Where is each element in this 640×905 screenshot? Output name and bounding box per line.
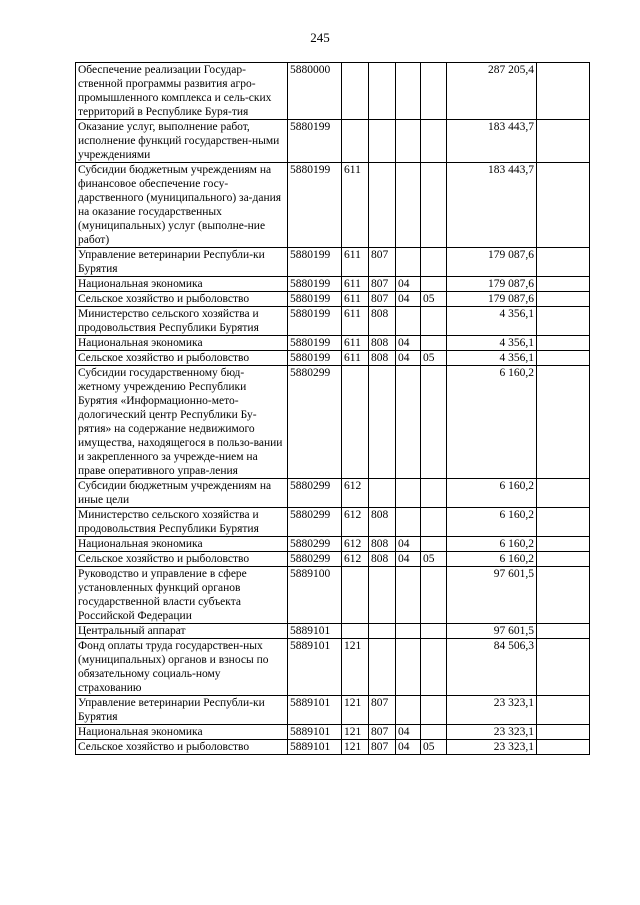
item-name-cell: Национальная экономика — [76, 537, 288, 552]
budget-table-body — [76, 63, 590, 755]
section-cell: 04 — [396, 292, 421, 307]
item-name-cell: Субсидии государственному бюд-жетному учреждению Республики Бурятия «Информационно-мето-дологический центр Республики Бу-рятия» на содержание недвижимого имущества, находящегося в пользо-вании и закрепленного за учрежде-нием на праве оперативного управ-ления — [76, 366, 288, 479]
expense-type-cell — [342, 63, 369, 120]
extra-cell — [537, 277, 590, 292]
extra-cell — [537, 479, 590, 508]
subsection-cell — [421, 537, 447, 552]
amount-cell: 179 087,6 — [447, 277, 537, 292]
item-name-cell: Национальная экономика — [76, 277, 288, 292]
extra-cell — [537, 120, 590, 163]
extra-cell — [537, 163, 590, 248]
target-article-cell: 5889101 — [288, 740, 342, 755]
amount-cell: 6 160,2 — [447, 508, 537, 537]
amount-cell: 6 160,2 — [447, 552, 537, 567]
section-cell: 04 — [396, 537, 421, 552]
amount-cell: 4 356,1 — [447, 307, 537, 336]
extra-cell — [537, 292, 590, 307]
ministry-code-cell: 807 — [369, 248, 396, 277]
expense-type-cell: 121 — [342, 696, 369, 725]
section-cell — [396, 508, 421, 537]
item-name-cell: Национальная экономика — [76, 336, 288, 351]
ministry-code-cell: 808 — [369, 336, 396, 351]
target-article-cell: 5880199 — [288, 336, 342, 351]
expense-type-cell — [342, 120, 369, 163]
target-article-cell: 5880199 — [288, 292, 342, 307]
amount-cell: 6 160,2 — [447, 479, 537, 508]
amount-cell: 179 087,6 — [447, 292, 537, 307]
table-row — [76, 63, 590, 120]
subsection-cell — [421, 696, 447, 725]
subsection-cell — [421, 163, 447, 248]
expense-type-cell — [342, 567, 369, 624]
table-row — [76, 552, 590, 567]
extra-cell — [537, 624, 590, 639]
target-article-cell: 5880299 — [288, 479, 342, 508]
target-article-cell: 5889101 — [288, 639, 342, 696]
amount-cell: 97 601,5 — [447, 624, 537, 639]
extra-cell — [537, 366, 590, 479]
subsection-cell — [421, 479, 447, 508]
section-cell — [396, 307, 421, 336]
expense-type-cell — [342, 366, 369, 479]
section-cell: 04 — [396, 552, 421, 567]
table-row — [76, 351, 590, 366]
subsection-cell — [421, 639, 447, 696]
expense-type-cell: 611 — [342, 336, 369, 351]
ministry-code-cell — [369, 567, 396, 624]
extra-cell — [537, 508, 590, 537]
item-name-cell: Руководство и управление в сфере установленных функций органов государственной власти субъекта Российской Федерации — [76, 567, 288, 624]
expense-type-cell: 612 — [342, 479, 369, 508]
section-cell: 04 — [396, 277, 421, 292]
extra-cell — [537, 537, 590, 552]
section-cell — [396, 479, 421, 508]
amount-cell: 179 087,6 — [447, 248, 537, 277]
target-article-cell: 5880199 — [288, 120, 342, 163]
ministry-code-cell — [369, 63, 396, 120]
amount-cell: 23 323,1 — [447, 696, 537, 725]
item-name-cell: Управление ветеринарии Республи-ки Бурятия — [76, 248, 288, 277]
ministry-code-cell: 808 — [369, 537, 396, 552]
table-row — [76, 537, 590, 552]
amount-cell: 6 160,2 — [447, 537, 537, 552]
target-article-cell: 5889101 — [288, 696, 342, 725]
subsection-cell — [421, 307, 447, 336]
target-article-cell: 5880299 — [288, 537, 342, 552]
amount-cell: 183 443,7 — [447, 120, 537, 163]
item-name-cell: Национальная экономика — [76, 725, 288, 740]
section-cell: 04 — [396, 740, 421, 755]
expense-type-cell: 611 — [342, 163, 369, 248]
expense-type-cell: 611 — [342, 277, 369, 292]
subsection-cell — [421, 120, 447, 163]
table-row — [76, 336, 590, 351]
subsection-cell — [421, 277, 447, 292]
amount-cell: 4 356,1 — [447, 351, 537, 366]
table-row — [76, 508, 590, 537]
extra-cell — [537, 351, 590, 366]
table-row — [76, 163, 590, 248]
section-cell — [396, 567, 421, 624]
table-row — [76, 292, 590, 307]
item-name-cell: Субсидии бюджетным учреждениям на финансовое обеспечение госу-дарственного (муниципального) за-дания на оказание государственных (муниципальных) услуг (выполне-ние работ) — [76, 163, 288, 248]
amount-cell: 97 601,5 — [447, 567, 537, 624]
target-article-cell: 5880299 — [288, 508, 342, 537]
extra-cell — [537, 725, 590, 740]
amount-cell: 23 323,1 — [447, 740, 537, 755]
subsection-cell: 05 — [421, 351, 447, 366]
extra-cell — [537, 552, 590, 567]
expense-type-cell: 121 — [342, 740, 369, 755]
table-row — [76, 725, 590, 740]
section-cell: 04 — [396, 725, 421, 740]
item-name-cell: Оказание услуг, выполнение работ, исполнение функций государствен-ными учреждениями — [76, 120, 288, 163]
amount-cell: 23 323,1 — [447, 725, 537, 740]
section-cell — [396, 63, 421, 120]
expense-type-cell: 611 — [342, 248, 369, 277]
subsection-cell — [421, 336, 447, 351]
subsection-cell — [421, 725, 447, 740]
ministry-code-cell: 808 — [369, 552, 396, 567]
target-article-cell: 5880299 — [288, 366, 342, 479]
amount-cell: 4 356,1 — [447, 336, 537, 351]
item-name-cell: Фонд оплаты труда государствен-ных (муниципальных) органов и взносы по обязательному социаль-ному страхованию — [76, 639, 288, 696]
expense-type-cell: 611 — [342, 307, 369, 336]
item-name-cell: Министерство сельского хозяйства и продовольствия Республики Бурятия — [76, 508, 288, 537]
table-row — [76, 248, 590, 277]
item-name-cell: Сельское хозяйство и рыболовство — [76, 740, 288, 755]
amount-cell: 287 205,4 — [447, 63, 537, 120]
expense-type-cell: 121 — [342, 725, 369, 740]
ministry-code-cell: 807 — [369, 277, 396, 292]
page-number: 245 — [310, 30, 330, 45]
table-row — [76, 479, 590, 508]
expense-type-cell: 612 — [342, 552, 369, 567]
section-cell — [396, 624, 421, 639]
target-article-cell: 5880199 — [288, 277, 342, 292]
target-article-cell: 5880199 — [288, 248, 342, 277]
item-name-cell: Сельское хозяйство и рыболовство — [76, 351, 288, 366]
amount-cell: 183 443,7 — [447, 163, 537, 248]
section-cell — [396, 248, 421, 277]
extra-cell — [537, 336, 590, 351]
item-name-cell: Субсидии бюджетным учреждениям на иные цели — [76, 479, 288, 508]
subsection-cell: 05 — [421, 740, 447, 755]
amount-cell: 6 160,2 — [447, 366, 537, 479]
expense-type-cell — [342, 624, 369, 639]
section-cell — [396, 163, 421, 248]
table-row — [76, 307, 590, 336]
subsection-cell — [421, 624, 447, 639]
section-cell — [396, 366, 421, 479]
extra-cell — [537, 696, 590, 725]
subsection-cell: 05 — [421, 292, 447, 307]
extra-cell — [537, 63, 590, 120]
expense-type-cell: 612 — [342, 537, 369, 552]
table-row — [76, 696, 590, 725]
subsection-cell — [421, 248, 447, 277]
target-article-cell: 5889100 — [288, 567, 342, 624]
ministry-code-cell: 808 — [369, 351, 396, 366]
section-cell: 04 — [396, 351, 421, 366]
expense-type-cell: 611 — [342, 351, 369, 366]
extra-cell — [537, 307, 590, 336]
ministry-code-cell: 807 — [369, 292, 396, 307]
table-row — [76, 567, 590, 624]
target-article-cell: 5880199 — [288, 307, 342, 336]
target-article-cell: 5880199 — [288, 351, 342, 366]
ministry-code-cell — [369, 163, 396, 248]
target-article-cell: 5889101 — [288, 725, 342, 740]
extra-cell — [537, 740, 590, 755]
table-row — [76, 366, 590, 479]
ministry-code-cell: 808 — [369, 307, 396, 336]
section-cell — [396, 120, 421, 163]
ministry-code-cell: 808 — [369, 508, 396, 537]
section-cell — [396, 696, 421, 725]
item-name-cell: Сельское хозяйство и рыболовство — [76, 552, 288, 567]
ministry-code-cell — [369, 639, 396, 696]
ministry-code-cell — [369, 366, 396, 479]
item-name-cell: Обеспечение реализации Государ-ственной программы развития агро-промышленного комплекса и сель-ских территорий в Республике Буря-тия — [76, 63, 288, 120]
ministry-code-cell — [369, 624, 396, 639]
subsection-cell — [421, 508, 447, 537]
ministry-code-cell: 807 — [369, 696, 396, 725]
item-name-cell: Управление ветеринарии Республи-ки Бурятия — [76, 696, 288, 725]
table-row — [76, 277, 590, 292]
extra-cell — [537, 567, 590, 624]
target-article-cell: 5880299 — [288, 552, 342, 567]
ministry-code-cell — [369, 120, 396, 163]
subsection-cell — [421, 567, 447, 624]
table-row — [76, 740, 590, 755]
item-name-cell: Центральный аппарат — [76, 624, 288, 639]
section-cell — [396, 639, 421, 696]
section-cell: 04 — [396, 336, 421, 351]
table-row — [76, 639, 590, 696]
table-row — [76, 120, 590, 163]
extra-cell — [537, 248, 590, 277]
subsection-cell — [421, 63, 447, 120]
item-name-cell: Сельское хозяйство и рыболовство — [76, 292, 288, 307]
table-row — [76, 624, 590, 639]
target-article-cell: 5880199 — [288, 163, 342, 248]
subsection-cell — [421, 366, 447, 479]
target-article-cell: 5880000 — [288, 63, 342, 120]
ministry-code-cell: 807 — [369, 725, 396, 740]
extra-cell — [537, 639, 590, 696]
target-article-cell: 5889101 — [288, 624, 342, 639]
expense-type-cell: 612 — [342, 508, 369, 537]
expense-type-cell: 611 — [342, 292, 369, 307]
subsection-cell: 05 — [421, 552, 447, 567]
amount-cell: 84 506,3 — [447, 639, 537, 696]
budget-table — [75, 62, 590, 755]
item-name-cell: Министерство сельского хозяйства и продовольствия Республики Бурятия — [76, 307, 288, 336]
expense-type-cell: 121 — [342, 639, 369, 696]
ministry-code-cell: 807 — [369, 740, 396, 755]
ministry-code-cell — [369, 479, 396, 508]
